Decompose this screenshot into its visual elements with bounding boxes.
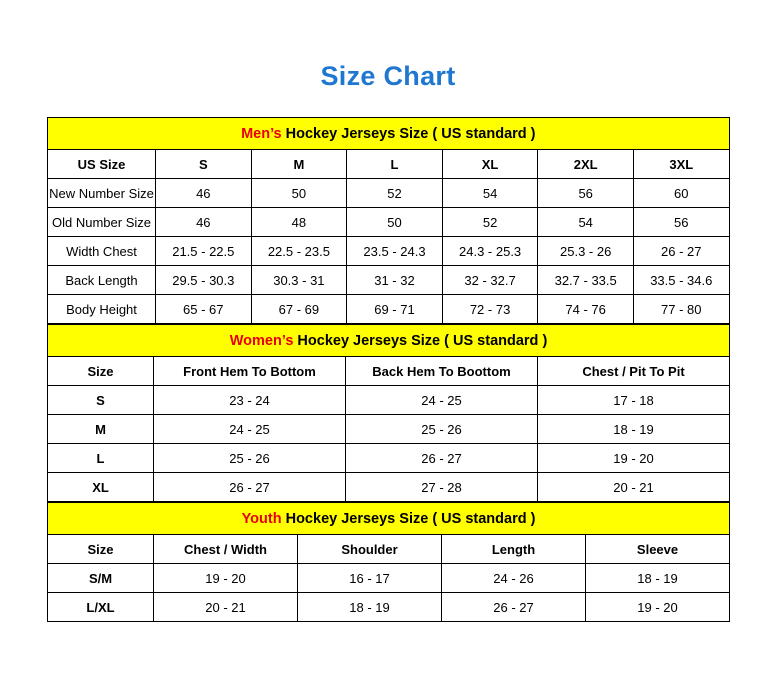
mens-cell: 46 [156,179,252,208]
mens-cell: 24.3 - 25.3 [442,237,538,266]
mens-header-cell: 3XL [633,150,729,179]
table-header-row [48,150,730,179]
table-banner-row [48,503,730,535]
youth-header-cell: Chest / Width [154,535,298,564]
table-row [48,179,730,208]
mens-header-cell: US Size [48,150,156,179]
mens-cell: 54 [538,208,634,237]
table-banner-row [48,118,730,150]
mens-cell: 22.5 - 23.5 [251,237,347,266]
mens-cell: 50 [347,208,443,237]
mens-banner [48,118,730,150]
womens-header-cell: Chest / Pit To Pit [538,357,730,386]
mens-header-cell: 2XL [538,150,634,179]
womens-header-cell: Back Hem To Boottom [346,357,538,386]
mens-cell: 48 [251,208,347,237]
table-row [48,564,730,593]
mens-size-table [47,117,730,324]
table-row [48,208,730,237]
mens-cell: 31 - 32 [347,266,443,295]
youth-cell: 18 - 19 [586,564,730,593]
womens-header-cell: Front Hem To Bottom [154,357,346,386]
womens-cell: 27 - 28 [346,473,538,502]
mens-cell: 72 - 73 [442,295,538,324]
womens-cell: 23 - 24 [154,386,346,415]
table-row [48,386,730,415]
womens-cell: 24 - 25 [154,415,346,444]
youth-header-cell: Size [48,535,154,564]
mens-cell: 52 [442,208,538,237]
youth-row-label: S/M [48,564,154,593]
womens-cell: 17 - 18 [538,386,730,415]
youth-cell: 20 - 21 [154,593,298,622]
womens-banner-accent: Women’s [229,332,294,349]
mens-cell: 60 [633,179,729,208]
womens-cell: 25 - 26 [346,415,538,444]
mens-banner-rest: Hockey Jerseys Size ( US standard ) [281,125,536,142]
mens-cell: 46 [156,208,252,237]
womens-row-label: M [48,415,154,444]
table-banner-row [48,325,730,357]
youth-row-label: L/XL [48,593,154,622]
table-header-row [48,357,730,386]
youth-cell: 19 - 20 [586,593,730,622]
mens-cell: 56 [538,179,634,208]
mens-cell: 65 - 67 [156,295,252,324]
mens-row-label: Body Height [48,295,156,324]
womens-cell: 25 - 26 [154,444,346,473]
mens-cell: 32.7 - 33.5 [538,266,634,295]
youth-banner-accent: Youth [241,510,282,527]
mens-cell: 67 - 69 [251,295,347,324]
mens-row-label: New Number Size [48,179,156,208]
youth-cell: 18 - 19 [298,593,442,622]
mens-header-cell: XL [442,150,538,179]
mens-cell: 74 - 76 [538,295,634,324]
mens-header-cell: S [156,150,252,179]
youth-size-table [47,502,730,622]
mens-cell: 30.3 - 31 [251,266,347,295]
table-row [48,593,730,622]
womens-banner-rest: Hockey Jerseys Size ( US standard ) [293,332,548,349]
womens-banner [48,325,730,357]
mens-row-label: Back Length [48,266,156,295]
youth-cell: 26 - 27 [442,593,586,622]
mens-cell: 50 [251,179,347,208]
womens-size-table [47,324,730,502]
womens-header-cell: Size [48,357,154,386]
table-row [48,473,730,502]
mens-row-label: Width Chest [48,237,156,266]
womens-cell: 18 - 19 [538,415,730,444]
womens-cell: 26 - 27 [346,444,538,473]
youth-header-cell: Length [442,535,586,564]
mens-cell: 54 [442,179,538,208]
womens-row-label: L [48,444,154,473]
mens-cell: 52 [347,179,443,208]
mens-header-cell: M [251,150,347,179]
mens-cell: 29.5 - 30.3 [156,266,252,295]
youth-header-cell: Sleeve [586,535,730,564]
table-row [48,266,730,295]
mens-cell: 33.5 - 34.6 [633,266,729,295]
mens-cell: 69 - 71 [347,295,443,324]
womens-cell: 24 - 25 [346,386,538,415]
youth-cell: 24 - 26 [442,564,586,593]
mens-cell: 21.5 - 22.5 [156,237,252,266]
mens-cell: 23.5 - 24.3 [347,237,443,266]
youth-cell: 19 - 20 [154,564,298,593]
page-title: Size Chart [320,61,456,91]
table-header-row [48,535,730,564]
mens-row-label: Old Number Size [48,208,156,237]
mens-header-cell: L [347,150,443,179]
mens-cell: 26 - 27 [633,237,729,266]
mens-cell: 56 [633,208,729,237]
table-row [48,295,730,324]
table-row [48,415,730,444]
youth-header-cell: Shoulder [298,535,442,564]
womens-row-label: XL [48,473,154,502]
size-tables-container [47,90,729,622]
womens-cell: 20 - 21 [538,473,730,502]
youth-banner [48,503,730,535]
mens-cell: 32 - 32.7 [442,266,538,295]
mens-cell: 25.3 - 26 [538,237,634,266]
womens-cell: 19 - 20 [538,444,730,473]
table-row [48,237,730,266]
mens-cell: 77 - 80 [633,295,729,324]
youth-banner-rest: Hockey Jerseys Size ( US standard ) [281,510,536,527]
mens-banner-accent: Men’s [241,125,282,142]
womens-cell: 26 - 27 [154,473,346,502]
table-row [48,444,730,473]
youth-cell: 16 - 17 [298,564,442,593]
womens-row-label: S [48,386,154,415]
